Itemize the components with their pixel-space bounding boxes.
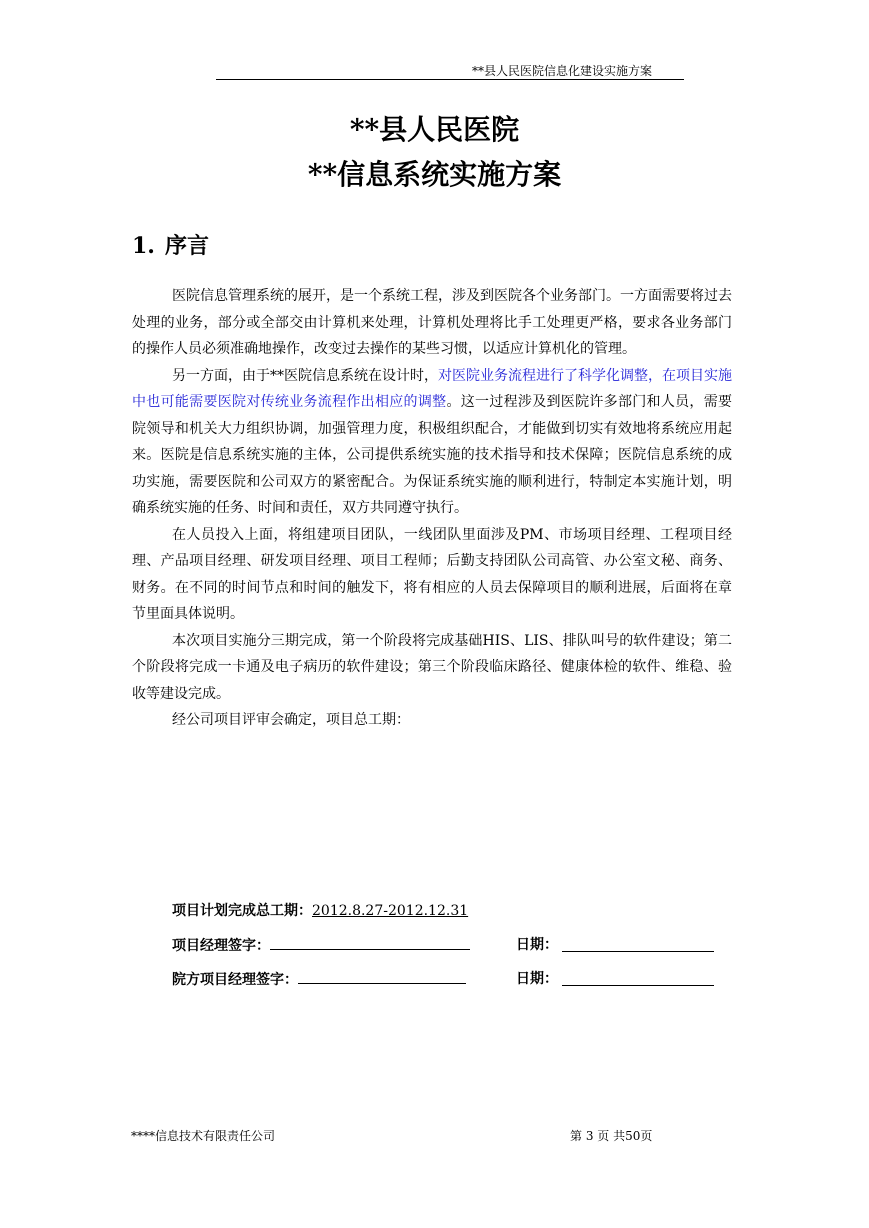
page-header: [216, 63, 684, 80]
schedule-row: [172, 901, 468, 921]
hospital-pm-signature-line[interactable]: [298, 969, 466, 984]
hospital-pm-date-line[interactable]: [562, 971, 714, 986]
body-text: [132, 283, 732, 734]
section-number: 1.: [132, 233, 155, 259]
hospital-pm-date-label: 日期：: [516, 971, 558, 987]
pm-signature-row: [172, 935, 558, 956]
section-title: 序言: [164, 233, 209, 259]
schedule-label: 项目计划完成总工期：: [172, 903, 312, 919]
schedule-value: 2012.8.27-2012.12.31: [312, 903, 469, 919]
hospital-pm-signature-label: 院方项目经理签字：: [172, 972, 298, 988]
paragraph-2-start: 另一方面，由于**医院信息系统在设计时，: [172, 367, 438, 384]
section-heading: [132, 231, 209, 261]
document-title-line1: **县人民医院: [349, 113, 520, 146]
pm-signature-label: 项目经理签字：: [172, 938, 270, 954]
hospital-pm-signature-row: [172, 969, 558, 990]
paragraph-4: 本次项目实施分三期完成，第一个阶段将完成基础HIS、LIS、排队叫号的软件建设；第二个阶段将完成一卡通及电子病历的软件建设；第三个阶段临床路径、健康体检的软件、维稳、验收等建设完成。: [132, 632, 732, 702]
footer-company: ****信息技术有限责任公司: [131, 1129, 276, 1143]
paragraph-2-end: 。这一过程涉及到医院许多部门和人员，需要院领导和机关大力组织协调，加强管理力度，积极组织配合，才能做到切实有效地将系统应用起来。医院是信息系统实施的主体，公司提供系统实施的技术指导和技术保障；医院信息系统的成功实施，需要医院和公司双方的紧密配合。为保证系统实施的顺利进行，特制定本实施计划，明确系统实施的任务、时间和责任，双方共同遵守执行。: [132, 394, 733, 516]
pm-date-label: 日期：: [516, 937, 558, 953]
pm-signature-line[interactable]: [270, 935, 470, 950]
document-title-line2: **信息系统实施方案: [307, 158, 562, 191]
header-title: **县人民医院信息化建设实施方案: [471, 64, 652, 78]
footer-page-info: 第 3 页 共50页: [570, 1129, 653, 1143]
paragraph-3: 在人员投入上面，将组建项目团队，一线团队里面涉及PM、市场项目经理、工程项目经理、产品项目经理、研发项目经理、项目工程师；后勤支持团队公司高管、办公室文秘、商务、财务。在不同的时间节点和时间的触发下，将有相应的人员去保障项目的顺利进展，后面将在章节里面具体说明。: [132, 526, 732, 622]
paragraph-1: 医院信息管理系统的展开，是一个系统工程，涉及到医院各个业务部门。一方面需要将过去处理的业务，部分或全部交由计算机来处理，计算机处理将比手工处理更严格，要求各业务部门的操作人员必须准确地操作，改变过去操作的某些习惯，以适应计算机化的管理。: [132, 288, 732, 357]
paragraph-5: 经公司项目评审会确定，项目总工期：: [172, 712, 410, 728]
paragraph-2-highlight: 对医院业务流程进行了科学化调整，在项目实施中也可能需要医院对传统业务流程作出相应的调整: [132, 367, 732, 410]
pm-date-line[interactable]: [562, 937, 714, 952]
paragraph-2: [132, 363, 732, 522]
